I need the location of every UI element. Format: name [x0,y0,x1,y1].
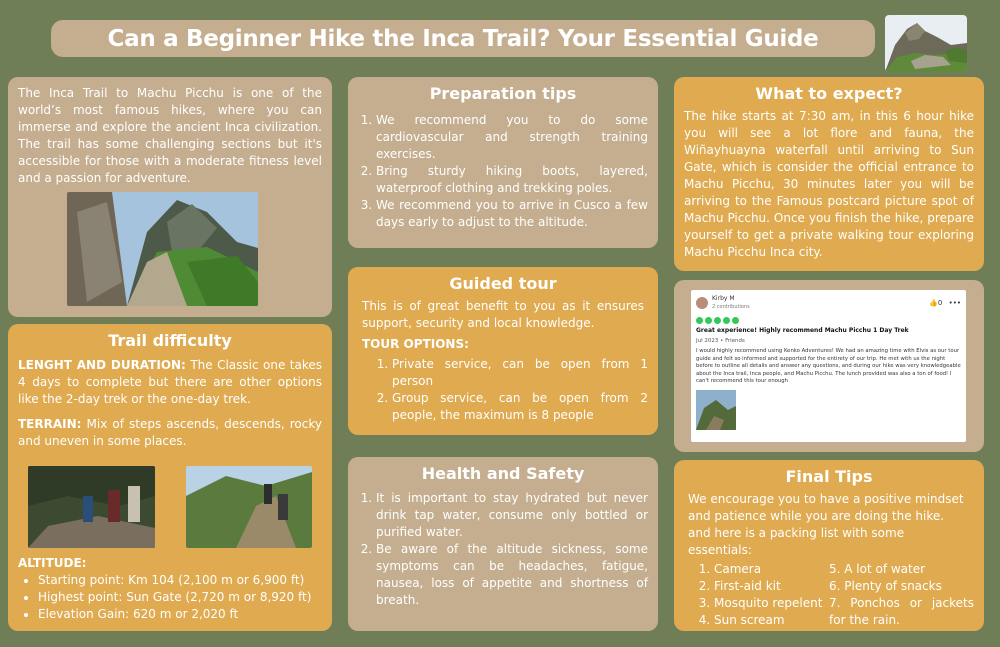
review-header [696,295,961,311]
preparation-heading: Preparation tips [429,84,577,103]
altitude-label: ALTITUDE: [18,556,87,570]
tour-option: 2. Group service, can be open from 2 people, the maximum is 8 people [392,390,648,424]
health-list [358,490,648,609]
guided-tour-heading: Guided tour [449,274,557,293]
altitude-item: • Starting point: Km 104 (2,100 m or 6,900 ft) [38,572,311,589]
machu-picchu-logo [885,15,967,72]
reviewer-name: Kirby M [712,295,735,302]
rating-bubble-icon [696,317,703,324]
guided-text: This is of great benefit to you as it ensures support, security and local knowledge. [362,299,644,330]
packing-item: 1. Camera [714,561,829,578]
health-item: 2. Be aware of the altitude sickness, some symptoms can be headaches, fatigue, nausea, loss of appetite and shortness of breath. [376,541,648,609]
altitude-item: • Elevation Gain: 620 m or 2,020 ft [38,606,311,623]
tour-option: 1. Private service, can be open from 1 person [392,356,648,390]
packing-item: 5. A lot of water [829,562,926,576]
terrain-text: Mix of steps ascends, descends, rocky and uneven in some places. [18,417,322,448]
expect-text: The hike starts at 7:30 am, in this 6 hour hike you will see a lot flore and fauna, the Wiñayhuayna waterfall until arriving to Sun Gate, which is consider the official entrance to Machu Picchu, 30 minutes later you will be arriving to the Famous postcard picture spot of Machu Picchu. Once you finish the hike, prepare yourself to get a private walking tour exploring Machu Picchu Inca city. [684,109,974,259]
preparation-card [348,77,658,248]
health-safety-heading: Health and Safety [421,464,585,483]
rating-bubble-icon [705,317,712,324]
altitude-list [18,572,311,623]
review-actions [929,299,961,307]
hikers-photo-1 [28,466,155,548]
health-safety-card [348,457,658,631]
rating-bubble-icon [714,317,721,324]
intro-text: The Inca Trail to Machu Picchu is one of the world’s most famous hikes, where you can immerse and explore the ancient Inca civilization. The trail has some challenging sections but it's accessible for those with a moderate fitness level and a passion for adventure. [18,86,322,185]
review-title[interactable]: Great experience! Highly recommend Machu Picchu 1 Day Trek [696,327,909,334]
page-title: Can a Beginner Hike the Inca Trail? Your Essential Guide [107,25,819,52]
length-label: LENGHT AND DURATION: [18,358,186,372]
review-screenshot [691,290,966,442]
review-body: I would highly recommend using Kenko Adventures! We had an amazing time with Elvis as our tour guide and felt so informed and supported for the entirety of our trip. He met with us the night before to outline all details and answer any questions, and during our hike was very knowledgeable about the Inca trail, Inca people, and Machu Picchu. The lunch provided was also a ton of food! I can't recommend this tour enough [696,348,961,385]
packing-list-col2 [829,561,974,629]
length-duration [18,357,322,408]
preparation-item: 1. We recommend you to do some cardiovascular and strength training exercises. [376,112,648,163]
review-photo[interactable] [696,390,736,430]
hikers-photo-2 [186,466,312,548]
rating-bubbles [696,317,961,324]
packing-item: 6. Plenty of snacks [829,579,942,593]
packing-list-col1 [684,561,829,629]
like-count: 0 [937,299,943,307]
packing-item: 7. Ponchos or jackets for the rain. [829,596,974,627]
length-text: The Classic one takes 4 days to complete but there are other options like the 2-day trek or the one-day trek. [18,358,323,406]
rating-bubble-icon [732,317,739,324]
health-item: 1. It is important to stay hydrated but never drink tap water, consume only bottled or purified water. [376,490,648,541]
packing-item: 2. First-aid kit [714,578,829,595]
reviewer-contributions: 2 contributions [712,304,750,310]
review-date: Jul 2023 • Friends [696,338,745,344]
packing-item: 4. Sun scream [714,612,829,629]
rating-bubble-icon [723,317,730,324]
preparation-item: 2. Bring sturdy hiking boots, layered, waterproof clothing and trekking poles. [376,163,648,197]
altitude-item: • Highest point: Sun Gate (2,720 m or 8,920 ft) [38,589,311,606]
terrain [18,416,322,450]
what-to-expect-heading: What to expect? [755,84,903,103]
packing-item: 3. Mosquito repelent [714,595,829,612]
guided-tour-card [348,267,658,435]
avatar [696,297,708,309]
final-text: We encourage you to have a positive mindset and patience while you are doing the hike. and here is a packing list with some essentials: [688,492,964,557]
what-to-expect-card [674,77,984,271]
inca-trail-photo [67,192,258,306]
preparation-item: 3. We recommend you to arrive in Cusco a few days early to adjust to the altitude. [376,197,648,231]
more-menu-icon[interactable]: ••• [948,299,961,307]
terrain-label: TERRAIN: [18,417,82,431]
thumbs-up-icon[interactable]: 👍 [929,299,938,307]
tour-options-label: TOUR OPTIONS: [362,337,469,351]
trail-difficulty-heading: Trail difficulty [108,331,232,350]
final-tips-card [674,460,984,631]
packing-list [684,561,974,629]
final-tips-heading: Final Tips [785,467,873,486]
title-banner [51,20,875,57]
preparation-list [358,112,648,231]
tour-options-list [358,356,648,424]
